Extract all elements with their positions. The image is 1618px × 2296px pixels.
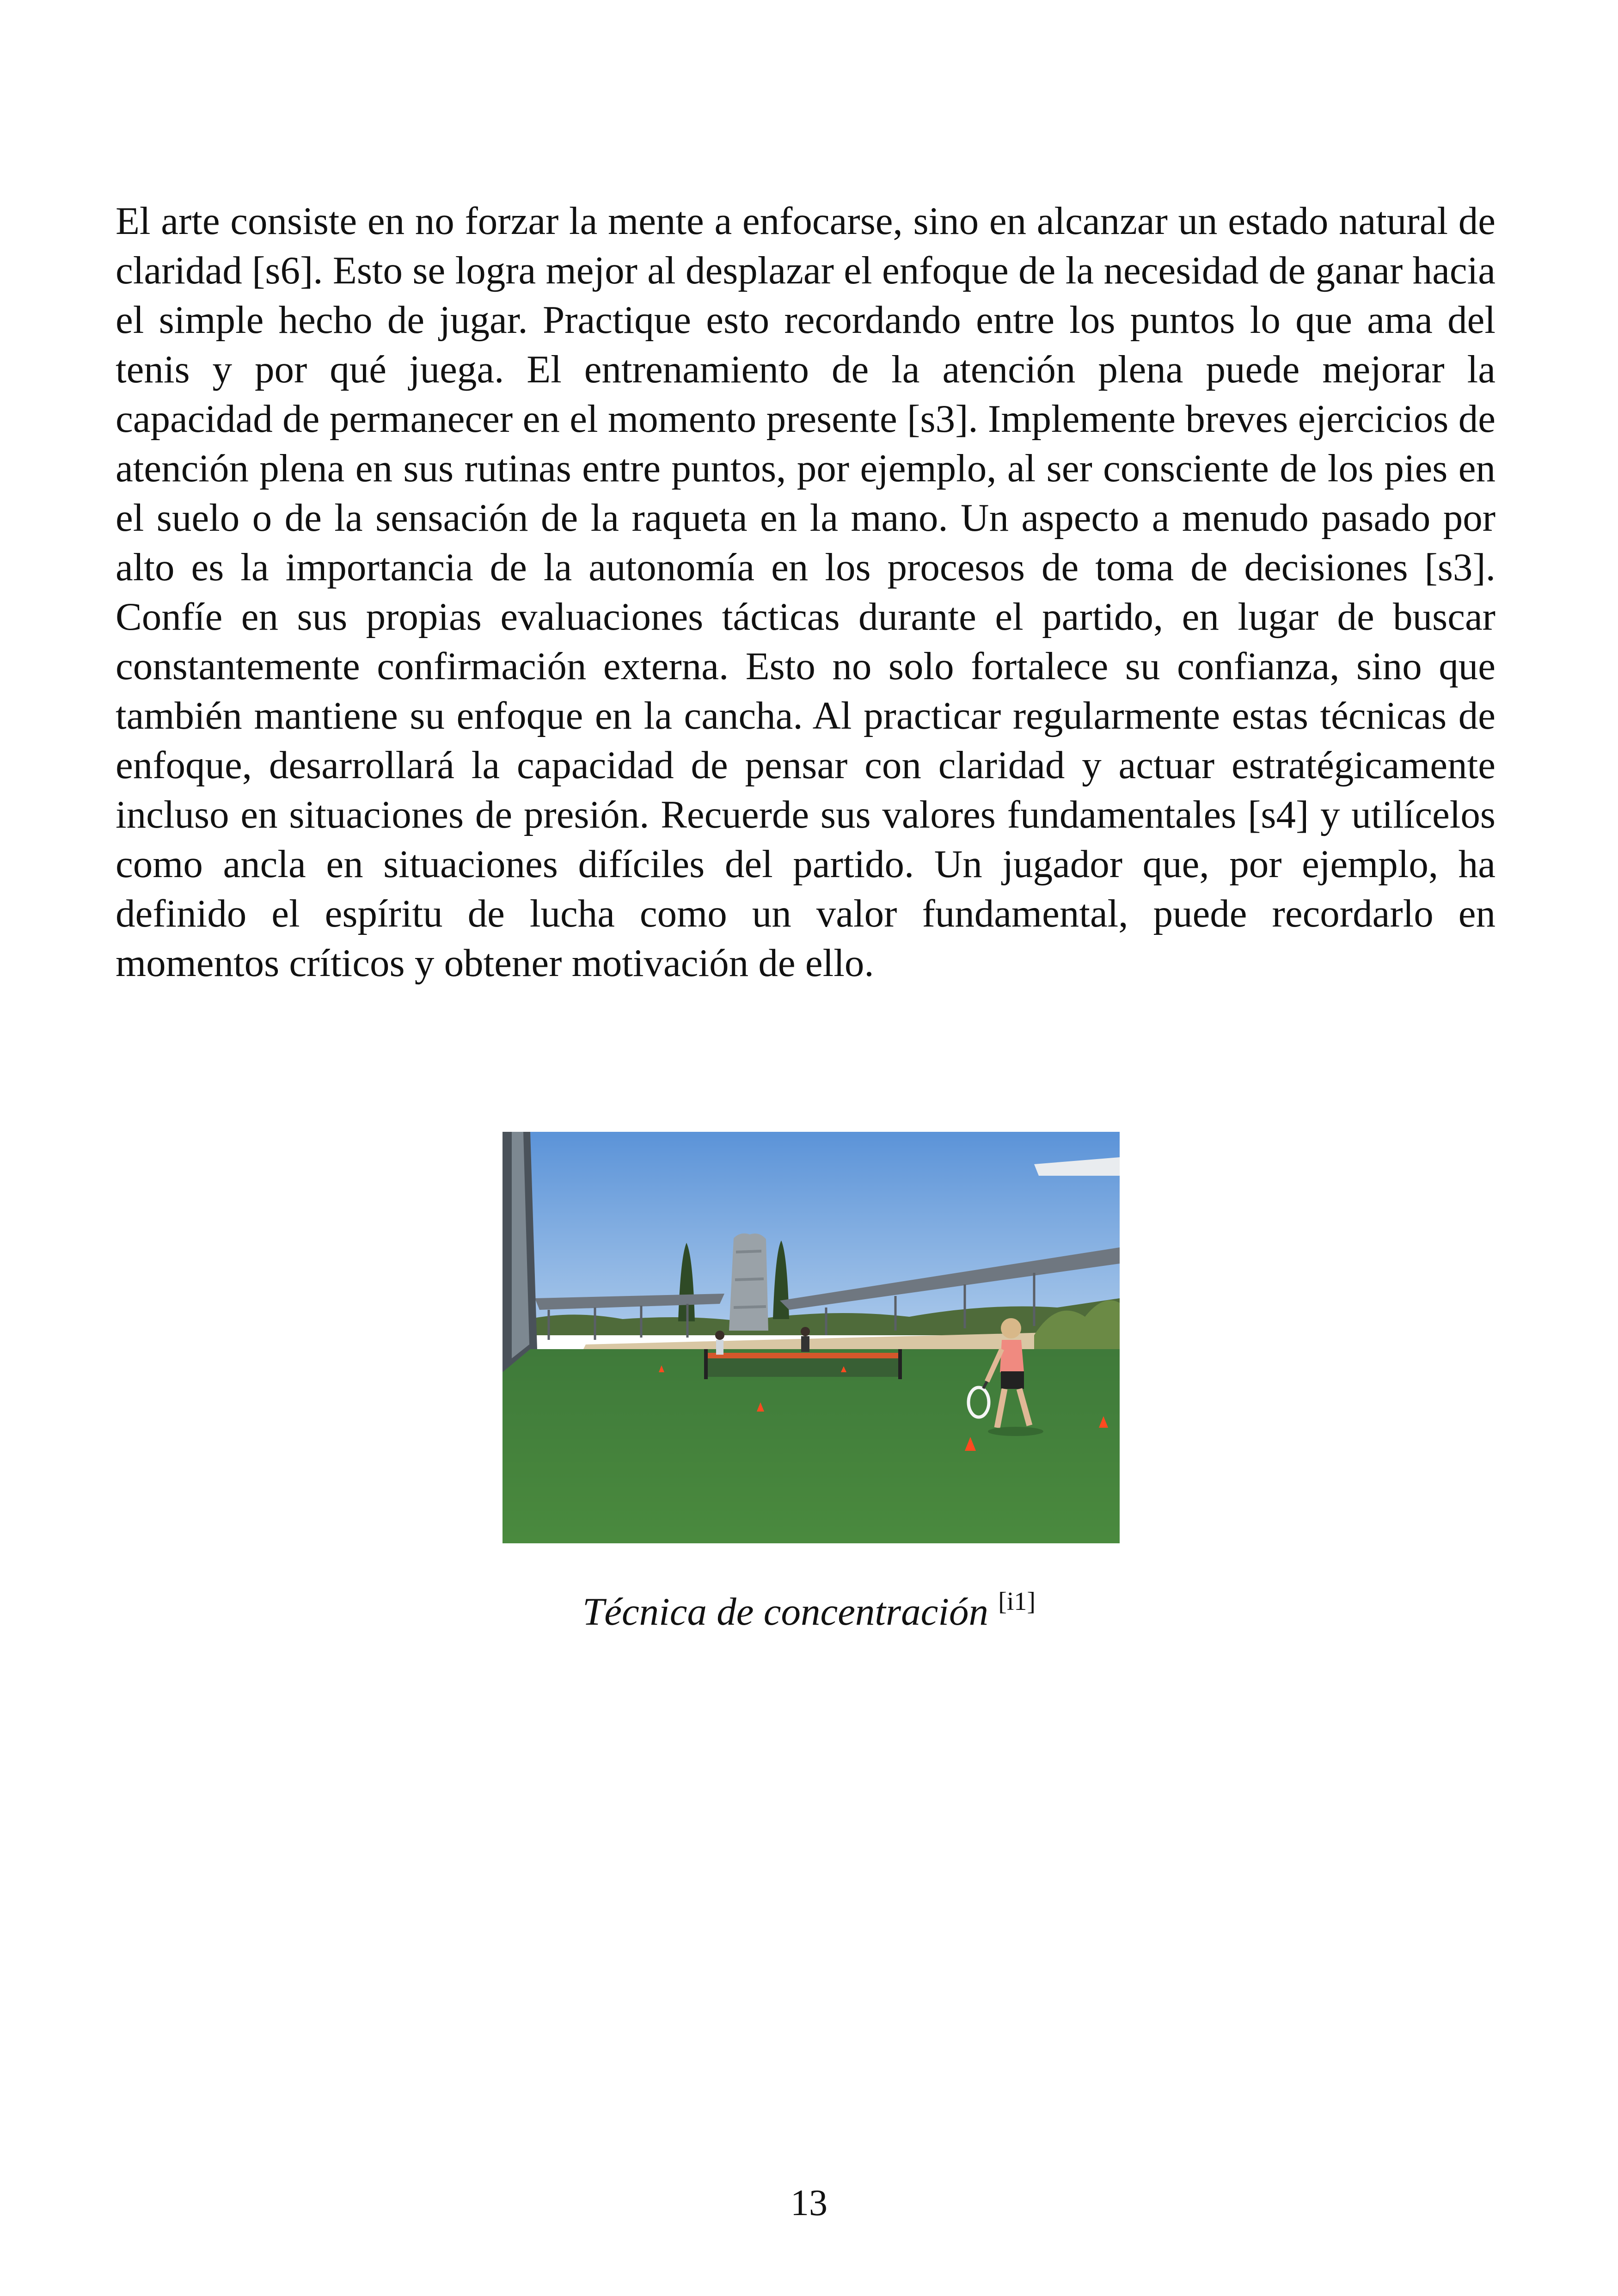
figure-caption (0, 1584, 1618, 1639)
tennis-photo (503, 1132, 1120, 1543)
figure-caption-reference: [i1] (998, 1587, 1036, 1616)
figure-caption-text: Técnica de concentración (582, 1590, 988, 1633)
body-paragraph: El arte consiste en no forzar la mente a enfocarse, sino en alcanzar un estado natural de claridad [s6]. Esto se logra mejor al desplazar el enfoque de la necesidad de ganar hacia el simple hecho de jugar. Practique esto recordando entre los puntos lo que ama del tenis y por qué juega. El entrenamiento de la atención plena puede mejorar la capacidad de permanecer en el momento presente [s3]. Implemente breves ejercicios de atención plena en sus rutinas entre puntos, por ejemplo, al ser consciente de los pies en el suelo o de la sensación de la raqueta en la mano. Un aspecto a menudo pasado por alto es la importancia de la autonomía en los procesos de toma de decisiones [s3]. Confíe en sus propias evaluaciones tácticas durante el partido, en lugar de buscar constantemente confirmación externa. Esto no solo fortalece su confianza, sino que también mantiene su enfoque en la cancha. Al practicar regularmente estas técnicas de enfoque, desarrollará la capacidad de pensar con claridad y actuar estratégicamente incluso en situaciones de presión. Recuerde sus valores fundamentales [s4] y utilícelos como ancla en situaciones difíciles del partido. Un jugador que, por ejemplo, ha definido el espíritu de lucha como un valor fundamental, puede recordarlo en momentos críticos y obtener motivación de ello. (116, 199, 1495, 985)
page-number: 13 (791, 2183, 827, 2223)
